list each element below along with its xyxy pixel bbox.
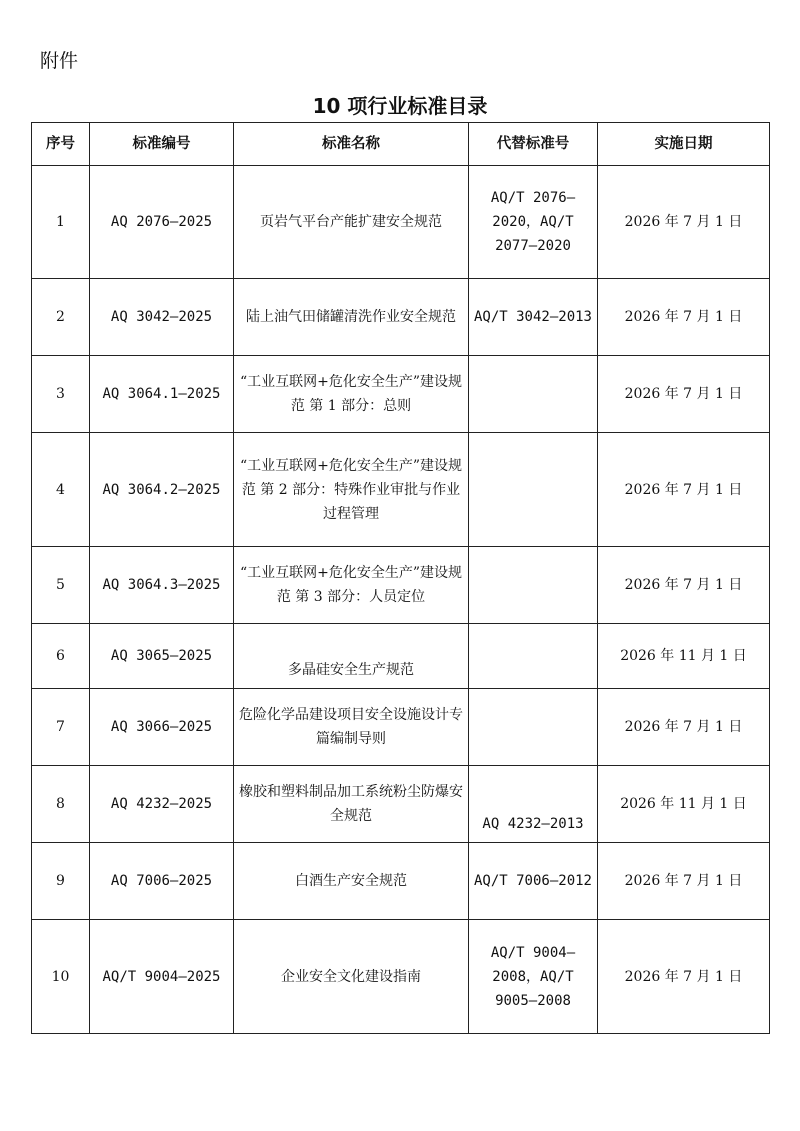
table-row bbox=[32, 547, 770, 624]
standards-table bbox=[31, 122, 770, 1034]
seq-cell: 5 bbox=[32, 547, 90, 624]
date-cell: 2026 年 7 月 1 日 bbox=[598, 689, 770, 766]
date-cell: 2026 年 7 月 1 日 bbox=[598, 166, 770, 279]
code-cell: AQ 3066—2025 bbox=[90, 689, 234, 766]
seq-cell: 1 bbox=[32, 166, 90, 279]
name-cell: “工业互联网+危化安全生产”建设规范 第 1 部分：总则 bbox=[234, 356, 469, 433]
replaces-cell bbox=[469, 624, 598, 689]
seq-cell: 8 bbox=[32, 766, 90, 843]
replaces-cell bbox=[469, 356, 598, 433]
column-header-replaces: 代替标准号 bbox=[469, 123, 598, 166]
replaces-cell bbox=[469, 547, 598, 624]
code-cell: AQ 3064.2—2025 bbox=[90, 433, 234, 547]
column-header-date: 实施日期 bbox=[598, 123, 770, 166]
seq-cell: 6 bbox=[32, 624, 90, 689]
name-cell: 页岩气平台产能扩建安全规范 bbox=[234, 166, 469, 279]
date-cell: 2026 年 7 月 1 日 bbox=[598, 433, 770, 547]
replaces-cell: AQ/T 9004—2008，AQ/T 9005—2008 bbox=[469, 920, 598, 1034]
replaces-cell bbox=[469, 433, 598, 547]
code-cell: AQ 3064.1—2025 bbox=[90, 356, 234, 433]
replaces-cell: AQ 4232—2013 bbox=[469, 766, 598, 843]
table-row bbox=[32, 920, 770, 1034]
name-cell: 陆上油气田储罐清洗作业安全规范 bbox=[234, 279, 469, 356]
replaces-cell: AQ/T 7006—2012 bbox=[469, 843, 598, 920]
seq-cell: 10 bbox=[32, 920, 90, 1034]
table-row bbox=[32, 433, 770, 547]
seq-cell: 4 bbox=[32, 433, 90, 547]
attachment-label: 附件 bbox=[40, 50, 79, 72]
replaces-cell bbox=[469, 689, 598, 766]
code-cell: AQ 2076—2025 bbox=[90, 166, 234, 279]
code-cell: AQ 3064.3—2025 bbox=[90, 547, 234, 624]
page-title: 10 项行业标准目录 bbox=[312, 94, 488, 118]
date-cell: 2026 年 7 月 1 日 bbox=[598, 843, 770, 920]
table-row bbox=[32, 166, 770, 279]
name-cell: 危险化学品建设项目安全设施设计专篇编制导则 bbox=[234, 689, 469, 766]
date-cell: 2026 年 7 月 1 日 bbox=[598, 356, 770, 433]
replaces-cell: AQ/T 2076—2020，AQ/T 2077—2020 bbox=[469, 166, 598, 279]
name-cell: “工业互联网+危化安全生产”建设规范 第 3 部分：人员定位 bbox=[234, 547, 469, 624]
code-cell: AQ 3065—2025 bbox=[90, 624, 234, 689]
seq-cell: 7 bbox=[32, 689, 90, 766]
seq-cell: 2 bbox=[32, 279, 90, 356]
name-cell: 多晶硅安全生产规范 bbox=[234, 624, 469, 689]
name-cell: 企业安全文化建设指南 bbox=[234, 920, 469, 1034]
table-row bbox=[32, 843, 770, 920]
date-cell: 2026 年 7 月 1 日 bbox=[598, 547, 770, 624]
name-cell: “工业互联网+危化安全生产”建设规范 第 2 部分：特殊作业审批与作业过程管理 bbox=[234, 433, 469, 547]
date-cell: 2026 年 11 月 1 日 bbox=[598, 624, 770, 689]
column-header-code: 标准编号 bbox=[90, 123, 234, 166]
name-cell: 白酒生产安全规范 bbox=[234, 843, 469, 920]
name-cell: 橡胶和塑料制品加工系统粉尘防爆安全规范 bbox=[234, 766, 469, 843]
table-row bbox=[32, 766, 770, 843]
date-cell: 2026 年 7 月 1 日 bbox=[598, 279, 770, 356]
column-header-name: 标准名称 bbox=[234, 123, 469, 166]
table-row bbox=[32, 279, 770, 356]
code-cell: AQ 4232—2025 bbox=[90, 766, 234, 843]
table-row bbox=[32, 689, 770, 766]
replaces-cell: AQ/T 3042—2013 bbox=[469, 279, 598, 356]
seq-cell: 9 bbox=[32, 843, 90, 920]
code-cell: AQ 3042—2025 bbox=[90, 279, 234, 356]
column-header-seq: 序号 bbox=[32, 123, 90, 166]
table-row bbox=[32, 356, 770, 433]
date-cell: 2026 年 7 月 1 日 bbox=[598, 920, 770, 1034]
code-cell: AQ/T 9004—2025 bbox=[90, 920, 234, 1034]
table-header-row bbox=[32, 123, 770, 166]
table-row bbox=[32, 624, 770, 689]
date-cell: 2026 年 11 月 1 日 bbox=[598, 766, 770, 843]
code-cell: AQ 7006—2025 bbox=[90, 843, 234, 920]
seq-cell: 3 bbox=[32, 356, 90, 433]
